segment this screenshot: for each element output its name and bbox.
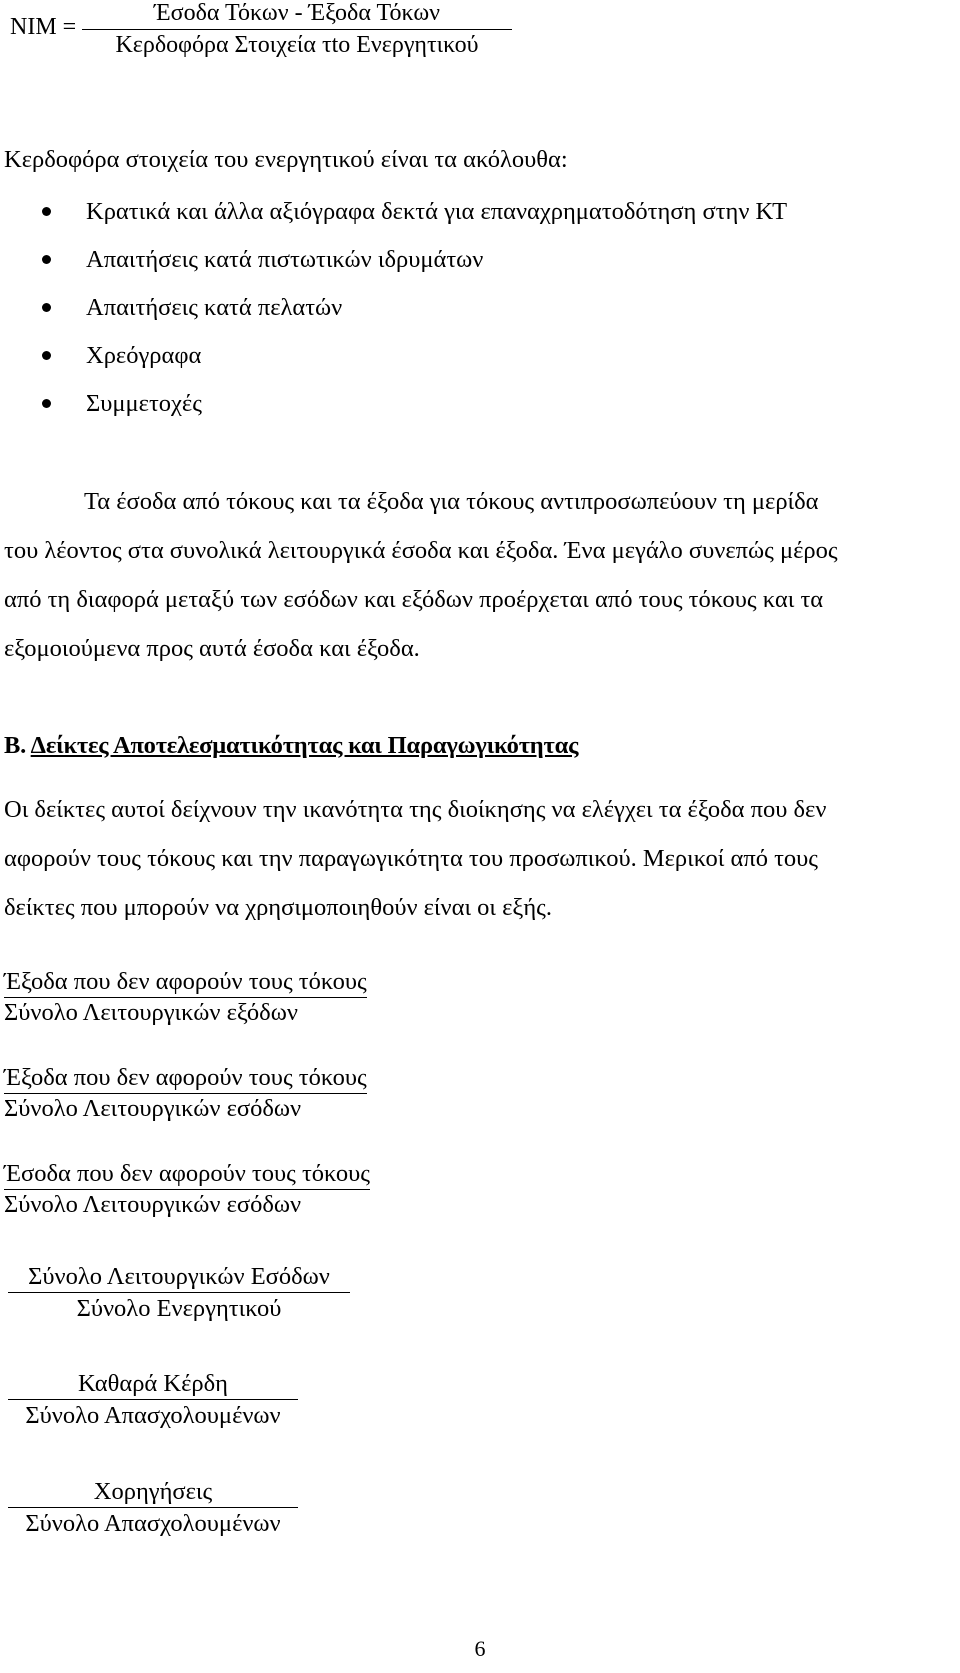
ratio-denominator: Σύνολο Ενεργητικού: [76, 1295, 282, 1322]
paragraph-line: Οι δείκτες αυτοί δείχνουν την ικανότητα της διοίκησης να ελέγχει τα έξοδα που δεν: [4, 796, 827, 823]
ratio-denominator: Σύνολο Απασχολουμένων: [25, 1510, 281, 1537]
list-item: Χρεόγραφα: [40, 339, 787, 387]
ratio-denominator: Σύνολο Λειτουργικών εσόδων: [4, 1191, 302, 1218]
list-item: Συμμετοχές: [40, 387, 787, 435]
paragraph-line: από τη διαφορά μεταξύ των εσόδων και εξόδων προέρχεται από τους τόκους και τα: [4, 586, 824, 613]
ratio-numerator: Έξοδα που δεν αφορούν τους τόκους: [4, 967, 367, 998]
ratio-numerator: Έσοδα που δεν αφορούν τους τόκους: [4, 1159, 370, 1190]
ratio-denominator: Σύνολο Απασχολουμένων: [25, 1402, 281, 1429]
ratio-denominator: Σύνολο Λειτουργικών εξόδων: [4, 999, 298, 1026]
bullet-icon: [42, 255, 51, 264]
section-label: Β.: [4, 732, 27, 759]
nim-denominator: Κερδοφόρα Στοιχεία τto Ενεργητικού: [115, 32, 479, 58]
paragraph-line: αφορούν τους τόκους και την παραγωγικότητα του προσωπικού. Μερικοί από τους: [4, 845, 819, 872]
paragraph-line: δείκτες που μπορούν να χρησιμοποιηθούν είναι οι εξής.: [4, 894, 552, 921]
bullet-icon: [42, 399, 51, 408]
bullet-icon: [42, 303, 51, 312]
assets-list: [40, 195, 787, 435]
ratio-6: [8, 1477, 298, 1540]
page-number: 6: [474, 1636, 486, 1661]
section-title: Δείκτες Αποτελεσματικότητας και Παραγωγικότητας: [30, 732, 579, 759]
nim-fraction: [82, 0, 512, 60]
paragraph-line: Τα έσοδα από τόκους και τα έξοδα για τόκους αντιπροσωπεύουν τη μερίδα: [84, 488, 819, 515]
section-heading: [4, 732, 578, 760]
ratio-numerator: Χορηγήσεις: [93, 1478, 213, 1505]
bullet-icon: [42, 207, 51, 216]
nim-numerator: Έσοδα Τόκων - Έξοδα Τόκων: [153, 0, 441, 26]
nim-lhs: NIM =: [10, 14, 77, 40]
ratio-4: [8, 1262, 350, 1325]
ratio-numerator: Έξοδα που δεν αφορούν τους τόκους: [4, 1063, 367, 1094]
ratio-1: [4, 967, 367, 1028]
bullet-icon: [42, 351, 51, 360]
paragraph-line: του λέοντος στα συνολικά λειτουργικά έσοδα και έξοδα. Ένα μεγάλο συνεπώς μέρος: [4, 537, 838, 564]
ratio-numerator: Σύνολο Λειτουργικών Εσόδων: [28, 1263, 330, 1290]
ratio-2: [4, 1063, 367, 1124]
ratio-5: [8, 1369, 298, 1432]
assets-intro: Κερδοφόρα στοιχεία του ενεργητικού είναι τα ακόλουθα:: [4, 146, 568, 173]
ratio-numerator: Καθαρά Κέρδη: [78, 1370, 228, 1397]
paragraph-line: εξομοιούμενα προς αυτά έσοδα και έξοδα.: [4, 635, 420, 662]
ratio-denominator: Σύνολο Λειτουργικών εσόδων: [4, 1095, 302, 1122]
ratio-3: [4, 1159, 370, 1220]
list-item: Απαιτήσεις κατά πελατών: [40, 291, 787, 339]
list-item: Κρατικά και άλλα αξιόγραφα δεκτά για επαναχρηματοδότηση στην ΚΤ: [40, 195, 787, 243]
list-item: Απαιτήσεις κατά πιστωτικών ιδρυμάτων: [40, 243, 787, 291]
